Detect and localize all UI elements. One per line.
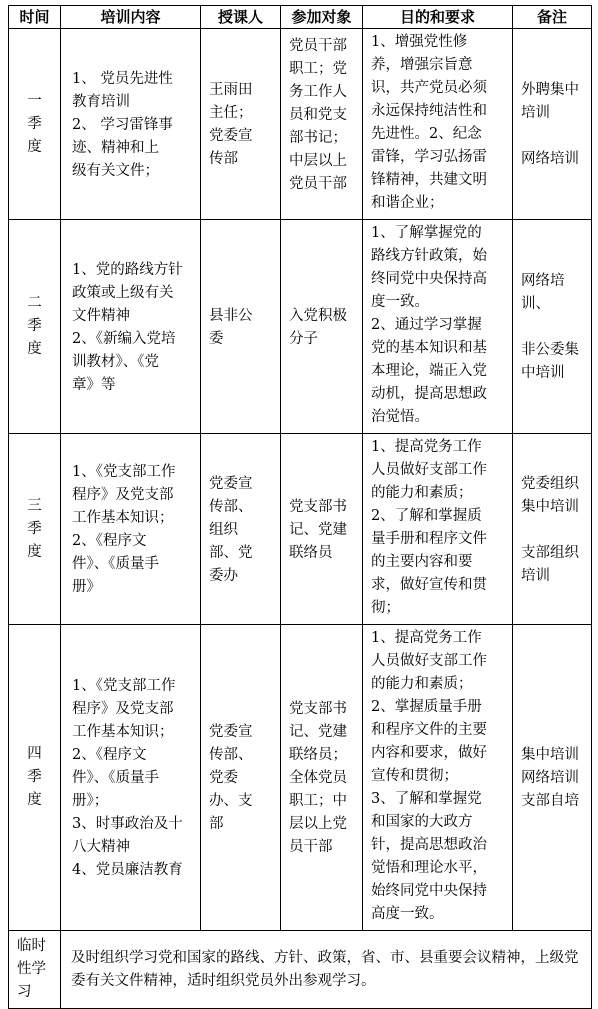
audience-cell: 党支部书 记、党建 联络员； 全体党员 职工；中 层以上党 员干部 xyxy=(281,625,363,931)
teacher-cell: 王雨田 主任； 党委宣 传部 xyxy=(201,29,281,220)
period-char: 季 xyxy=(27,520,42,537)
period-cell xyxy=(9,220,61,434)
note-cell: 网络培 训、 非公委集 中培训 xyxy=(513,220,592,434)
period-char: 一 xyxy=(27,92,42,109)
content-cell: 1、 党员先进性 教育培训 2、 学习雷锋事 迹、精神和上 级有关文件； xyxy=(61,29,201,220)
goal-cell: 1、了解掌握党的 路线方针政策，始 终同党中央保持高 度一致。 2、通过学习掌握 党的基本知识和基 本理论，端正入党 动机，提高思想政 治觉悟。 xyxy=(363,220,513,434)
table-row xyxy=(9,29,592,220)
table-row xyxy=(9,625,592,931)
temporary-text-cell: 及时组织学习党和国家的路线、方针、政策，省、市、县重要会议精神，上级党委有关文件精神，适时组织党员外出参观学习。 xyxy=(61,931,592,1009)
period-cell xyxy=(9,29,61,220)
header-time: 时间 xyxy=(9,6,61,29)
note-cell: 党委组织 集中培训 支部组织 培训 xyxy=(513,434,592,625)
note-cell: 集中培训 网络培训 支部自培 xyxy=(513,625,592,931)
period-char: 季 xyxy=(27,318,42,334)
header-note: 备注 xyxy=(513,6,592,29)
header-teacher: 授课人 xyxy=(201,6,281,29)
teacher-cell: 党委宣 传部、 组织 部、党 委办 xyxy=(201,434,281,625)
content-cell: 1、党的路线方针 政策或上级有关 文件精神 2、《新编入党培 训教材》、《党 章》等 xyxy=(61,220,201,434)
table-row xyxy=(9,434,592,625)
period-char: 度 xyxy=(27,341,42,357)
teacher-cell: 县非公 委 xyxy=(201,220,281,434)
table-row xyxy=(9,220,592,434)
table-row xyxy=(9,931,592,1009)
goal-cell: 1、增强党性修 养，增强宗旨意 识，共产党员必须 永远保持纯洁性和 先进性。2、纪念 雷锋，学习弘扬雷 锋精神，共建文明 和谐企业； xyxy=(363,29,513,220)
teacher-cell: 党委宣 传部、 党委 办、支 部 xyxy=(201,625,281,931)
goal-cell: 1、提高党务工作 人员做好支部工作 的能力和素质； 2、了解和掌握质 量手册和程序文件 的主要内容和要 求，做好宣传和贯 彻； xyxy=(363,434,513,625)
temporary-label-cell: 临时 性学 习 xyxy=(9,931,61,1009)
period-cell xyxy=(9,625,61,931)
training-plan-table xyxy=(8,5,592,1009)
period-char: 度 xyxy=(27,138,42,155)
period-char: 季 xyxy=(27,115,42,132)
period-char: 三 xyxy=(27,497,42,514)
header-content: 培训内容 xyxy=(61,6,201,29)
period-char: 度 xyxy=(27,792,42,808)
period-char: 度 xyxy=(27,543,42,560)
content-cell: 1、《党支部工作 程序》及党支部 工作基本知识； 2、《程序文 件》、《质量手 册》； 3、时事政治及十 八大精神 4、党员廉洁教育 xyxy=(61,625,201,931)
period-char: 二 xyxy=(27,295,42,311)
period-cell xyxy=(9,434,61,625)
note-cell: 外聘集中 培训 网络培训 xyxy=(513,29,592,220)
audience-cell: 入党积极 分子 xyxy=(281,220,363,434)
audience-cell: 党员干部 职工；党 务工作人 员和党支 部书记； 中层以上 党员干部 xyxy=(281,29,363,220)
period-char: 四 xyxy=(27,746,42,762)
period-char: 季 xyxy=(27,769,42,785)
audience-cell: 党支部书 记、党建 联络员 xyxy=(281,434,363,625)
goal-cell: 1、提高党务工作 人员做好支部工作 的能力和素质； 2、掌握质量手册 和程序文件的主要 内容和要求，做好 宣传和贯彻； 3、了解和掌握党 和国家的大政方 针，提高思想政治 觉悟和理论水平， 始终同党中央保持 高度一致。 xyxy=(363,625,513,931)
header-row xyxy=(9,6,592,29)
content-cell: 1、《党支部工作 程序》及党支部 工作基本知识； 2、《程序文 件》、《质量手 册》 xyxy=(61,434,201,625)
header-audience: 参加对象 xyxy=(281,6,363,29)
header-goal: 目的和要求 xyxy=(363,6,513,29)
